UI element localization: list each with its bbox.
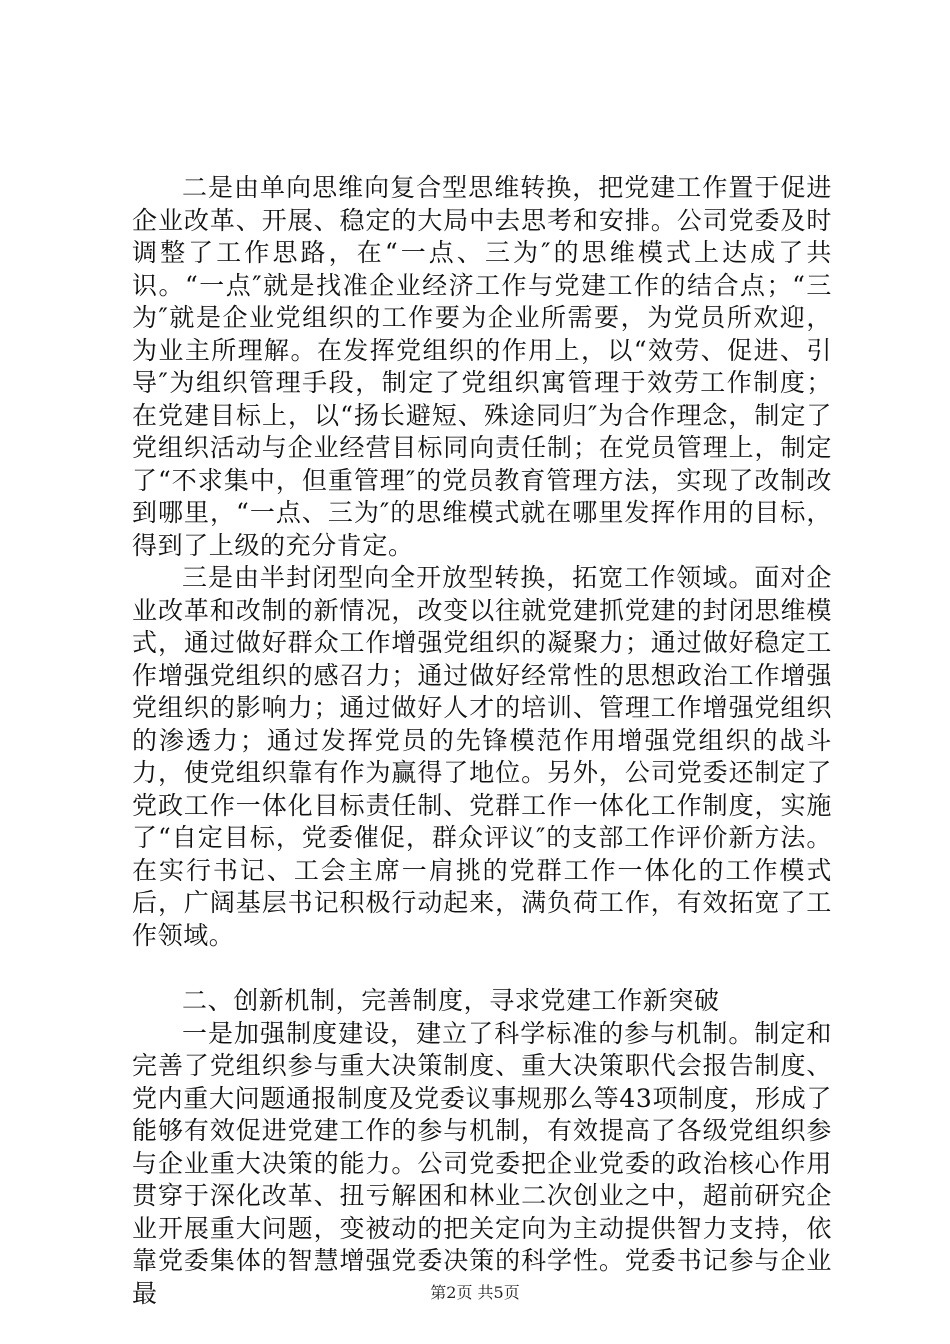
paragraph-gap bbox=[132, 952, 832, 985]
section-heading-innovation: 二、创新机制，完善制度，寻求党建工作新突破 bbox=[182, 986, 720, 1015]
page-footer: 第2页 共5页 bbox=[430, 1283, 520, 1302]
paragraph-thinking-transformation: 二是由单向思维向复合型思维转换，把党建工作置于促进企业改革、开展、稳定的大局中去思考和安排。公司党委及时调整了工作思路，在“一点、三为″的思维模式上达成了共识。“一点″就是找准企业经济工作与党建工作的结合点；“三为″就是企业党组织的工作要为企业所需要，为党员所欢迎，为业主所理解。在发挥党组织的作用上，以“效劳、促进、引导″为组织管理手段，制定了党组织寓管理于效劳工作制度；在党建目标上，以“扬长避短、殊途同归″为合作理念，制定了党组织活动与企业经营目标同向责任制；在党员管理上，制定了“不求集中，但重管理″的党员教育管理方法，实现了改制改到哪里，“一点、三为″的思维模式就在哪里发挥作用的目标，得到了上级的充分肯定。 bbox=[132, 173, 832, 560]
paragraph-open-transformation: 三是由半封闭型向全开放型转换，拓宽工作领域。面对企业改革和改制的新情况，改变以往就党建抓党建的封闭思维模式，通过做好群众工作增强党组织的凝聚力；通过做好稳定工作增强党组织的感召力；通过做好经常性的思想政治工作增强党组织的影响力；通过做好人才的培训、管理工作增强党组织的渗透力；通过发挥党员的先锋模范作用增强党组织的战斗力，使党组织靠有作为赢得了地位。另外，公司党委还制定了党政工作一体化目标责任制、党群工作一体化工作制度，实施了“自定目标，党委催促，群众评议″的支部工作评价新方法。在实行书记、工会主席一肩挑的党群工作一体化的工作模式后，广阔基层书记积极行动起来，满负荷工作，有效拓宽了工作领域。 bbox=[132, 563, 832, 950]
document-body bbox=[132, 172, 832, 1310]
paragraph-system-building: 一是加强制度建设，建立了科学标准的参与机制。制定和完善了党组织参与重大决策制度、重大决策职代会报告制度、党内重大问题通报制度及党委议事规那么等43项制度，形成了能够有效促进党建工作的参与机制，有效提高了各级党组织参与企业重大决策的能力。公司党委把企业党委的政治核心作用贯穿于深化改革、扭亏解困和林业二次创业之中，超前研究企业开展重大问题，变被动的把关定向为主动提供智力支持，依靠党委集体的智慧增强党委决策的科学性。党委书记参与企业最 bbox=[132, 1018, 832, 1308]
